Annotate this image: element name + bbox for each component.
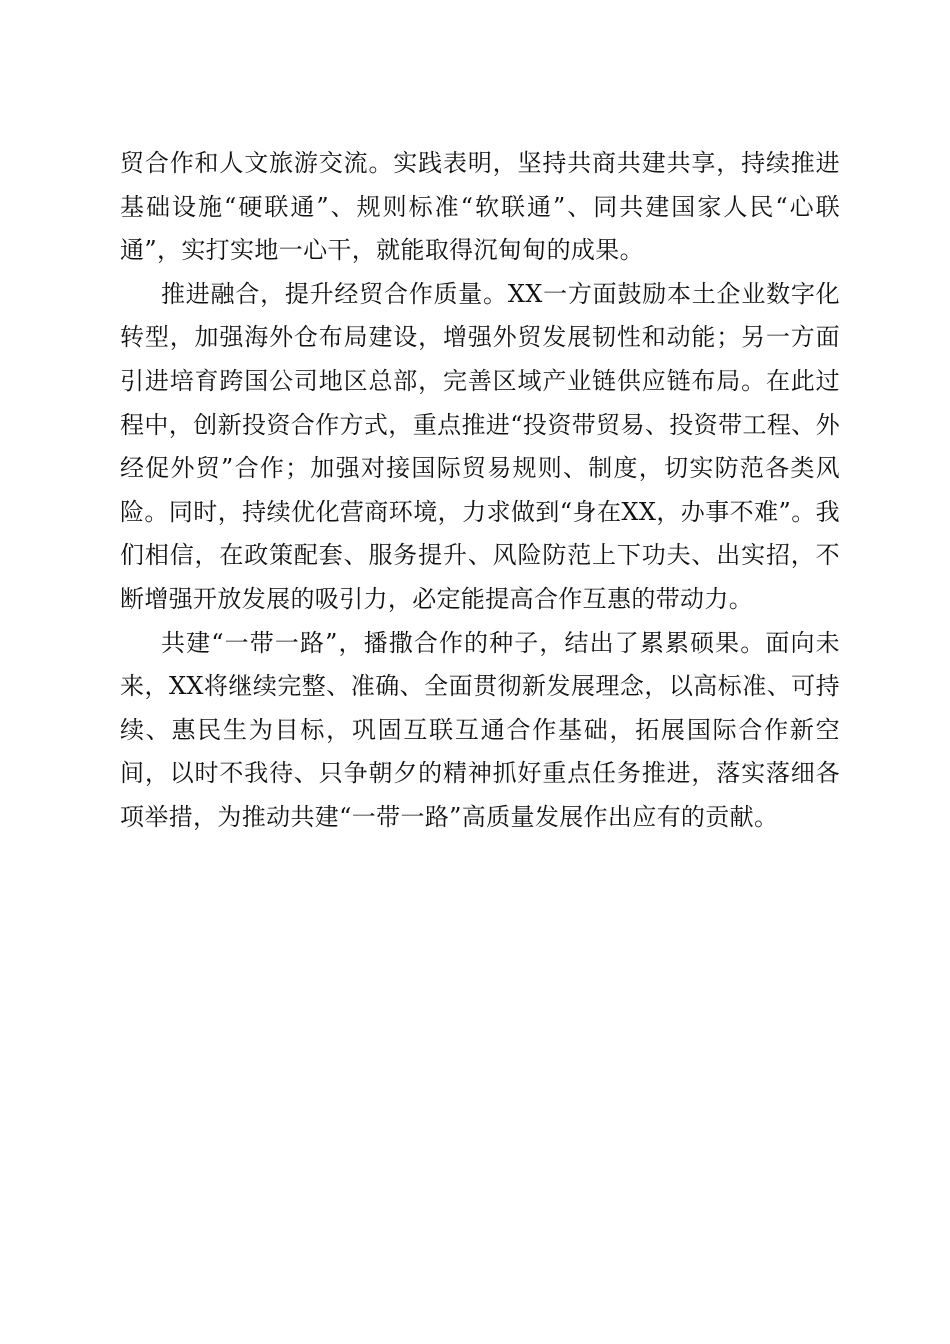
paragraph-trade-cooperation: 推进融合，提升经贸合作质量。XX一方面鼓励本土企业数字化转型，加强海外仓布局建设，增强外贸发展韧性和动能；另一方面引进培育跨国公司地区总部，完善区域产业链供应链布局。在此过程中，创新投资合作方式，重点推进“投资带贸易、投资带工程、外经促外贸”合作；加强对接国际贸易规则、制度，切实防范各类风险。同时，持续优化营商环境，力求做到“身在XX，办事不难”。我们相信，在政策配套、服务提升、风险防范上下功夫、出实招，不断增强开放发展的吸引力，必定能提高合作互惠的带动力。 <box>120 279 840 613</box>
paragraph-conclusion: 共建“一带一路”，播撒合作的种子，结出了累累硕果。面向未来，XX将继续完整、准确、全面贯彻新发展理念，以高标准、可持续、惠民生为目标，巩固互联互通合作基础，拓展国际合作新空间，以时不我待、只争朝夕的精神抓好重点任务推进，落实落细各项举措，为推动共建“一带一路”高质量发展作出应有的贡献。 <box>120 628 840 831</box>
document-body <box>120 142 840 840</box>
paragraph-continuation: 贸合作和人文旅游交流。实践表明，坚持共商共建共享，持续推进基础设施“硬联通”、规则标准“软联通”、同共建国家人民“心联通”，实打实地一心干，就能取得沉甸甸的成果。 <box>120 149 840 265</box>
